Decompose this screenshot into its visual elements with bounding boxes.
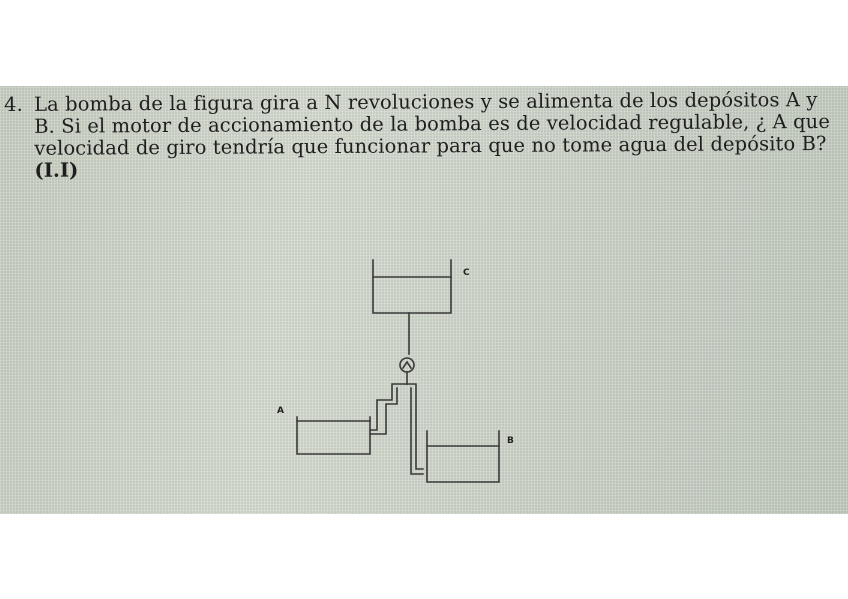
problem-number: 4.: [3, 92, 23, 116]
problem-line-2: B. Si el motor de accionamiento de la bomba es de velocidad regulable, ¿ A que: [34, 109, 831, 138]
tank-b: [427, 431, 499, 482]
tank-a: [297, 417, 370, 454]
pipe-pump-b-wall: [411, 388, 423, 474]
pipe-a-pump-wall: [370, 388, 397, 434]
pipe-a-pump: [370, 384, 407, 430]
pump-icon: [400, 358, 414, 372]
tank-c-label: C: [463, 268, 470, 278]
tank-b-label: B: [507, 436, 514, 446]
problem-line-1: La bomba de la figura gira a N revoluciones y se alimenta de los depósitos A y: [33, 88, 818, 116]
pump-tank-diagram: [0, 86, 848, 514]
pipe-pump-b: [407, 384, 423, 469]
problem-line-4: (I.I): [34, 158, 79, 182]
tank-a-label: A: [277, 406, 284, 416]
tank-c: [373, 260, 451, 313]
problem-line-3: velocidad de giro tendría que funcionar para que no tome agua del depósito B?: [34, 131, 827, 160]
problem-photo: [0, 86, 848, 514]
